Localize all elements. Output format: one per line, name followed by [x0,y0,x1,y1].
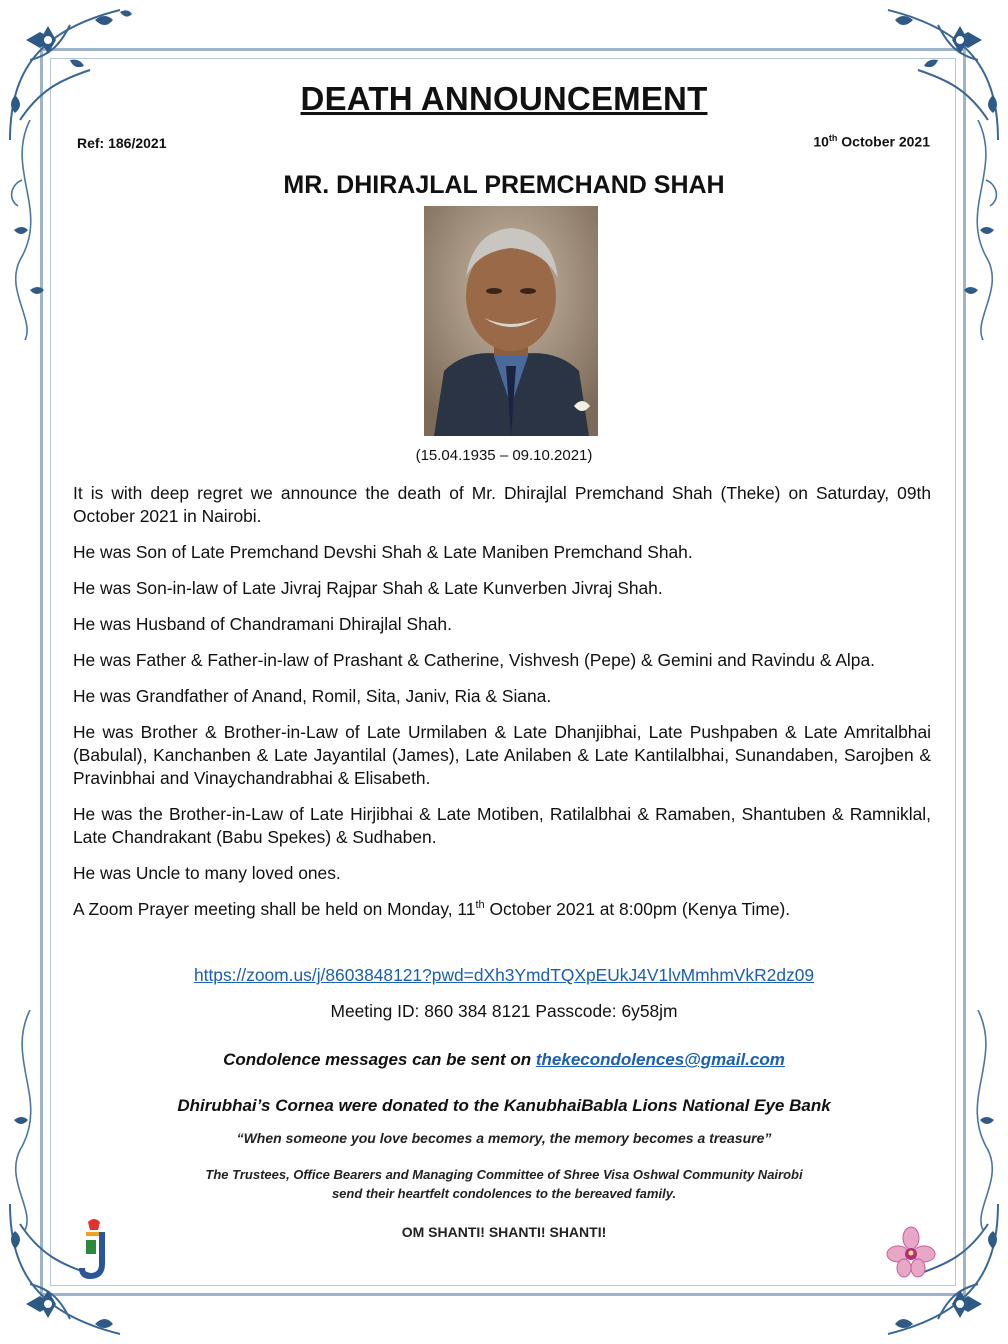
cornea-donation-note: Dhirubhai’s Cornea were donated to the KanubhaiBabla Lions National Eye Bank [177,1096,831,1115]
closing-prayer: OM SHANTI! SHANTI! SHANTI! [401,1224,607,1240]
community-logo [78,1218,118,1280]
paragraph-siblings-in-law: He was the Brother-in-Law of Late Hirjibhai & Late Motiben, Ratilalbhai & Ramaben, Shantuben & Ramniklal, Late Chandrakant (Babu Spekes) & Sudhaben. [73,804,931,847]
paragraph-parents: He was Son of Late Premchand Devshi Shah & Late Maniben Premchand Shah. [73,542,693,562]
page-title: DEATH ANNOUNCEMENT [300,80,708,117]
paragraph-death-notice: It is with deep regret we announce the death of Mr. Dhirajlal Premchand Shah (Theke) on Saturday, 09th October 2021 in Nairobi. [73,483,931,526]
reference-number: Ref: 186/2021 [77,135,167,151]
deceased-name: MR. DHIRAJLAL PREMCHAND SHAH [283,171,725,199]
paragraph-uncle: He was Uncle to many loved ones. [73,863,341,883]
condolence-note: Condolence messages can be sent on thekecondolences@gmail.com [223,1050,785,1069]
portrait-photo [424,206,598,436]
paragraph-children: He was Father & Father-in-law of Prashant & Catherine, Vishvesh (Pepe) & Gemini and Ravindu & Alpa. [73,650,875,670]
memorial-quote: “When someone you love becomes a memory, the memory becomes a treasure” [236,1130,772,1146]
paragraph-siblings: He was Brother & Brother-in-Law of Late Urmilaben & Late Dhanjibhai, Late Pushpaben & Late Amritalbhai (Babulal), Kanchanben & Late Jayantilal (James), Late Anilaben & Late Kantilalbhai, Sunandaben, Sarojben & Pravinbhai and Vinaychandrabhai & Elisabeth. [73,722,931,788]
trustees-message: The Trustees, Office Bearers and Managing Committee of Shree Visa Oshwal Community Nairobi send their heartfelt condolences to the bereaved family. [205,1167,803,1201]
paragraph-prayer-meeting: A Zoom Prayer meeting shall be held on Monday, 11th October 2021 at 8:00pm (Kenya Time). [73,899,791,919]
announcement-date: 10th October 2021 [813,133,930,150]
orchid-flower-icon [886,1226,936,1278]
zoom-meeting-link[interactable]: https://zoom.us/j/8603848121?pwd=dXh3YmdTQXpEUkJ4V1lvMmhmVkR2dz09 [193,965,815,985]
condolence-email-link[interactable]: thekecondolences@gmail.com [535,1050,785,1069]
floral-side-ornament [948,120,1008,340]
paragraph-in-laws: He was Son-in-law of Late Jivraj Rajpar Shah & Late Kunverben Jivraj Shah. [73,578,663,598]
announcement-body [73,482,931,934]
paragraph-grandchildren: He was Grandfather of Anand, Romil, Sita, Janiv, Ria & Siana. [73,686,552,706]
floral-side-ornament [0,120,60,340]
life-dates: (15.04.1935 – 09.10.2021) [415,447,593,464]
meeting-credentials: Meeting ID: 860 384 8121 Passcode: 6y58jm [330,1001,678,1021]
paragraph-spouse: He was Husband of Chandramani Dhirajlal Shah. [73,614,452,634]
